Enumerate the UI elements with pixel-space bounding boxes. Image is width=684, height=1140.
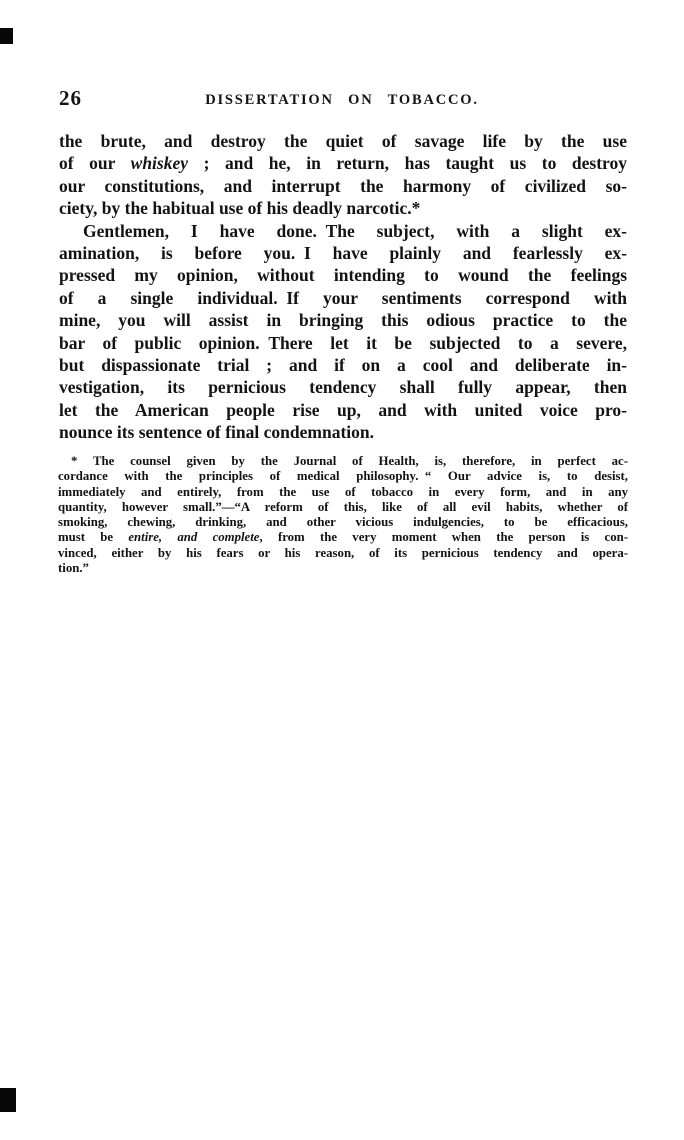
text-segment: quantity, however small.”—“A reform of this, like of all evil habits, whether of: [58, 499, 628, 514]
text-line: [59, 130, 627, 152]
text-line: [58, 530, 628, 545]
text-segment: amination, is before you. I have plainly and fearlessly ex-: [59, 243, 627, 264]
text-segment: vestigation, its pernicious tendency shall fully appear, then: [59, 377, 627, 398]
text-segment: must be: [58, 530, 129, 545]
text-line: [59, 220, 627, 242]
text-segment: vinced, either by his fears or his reason, of its pernicious tendency and opera-: [58, 545, 628, 560]
text-line: [59, 376, 627, 398]
text-line: [59, 264, 627, 286]
text-segment: immediately and entirely, from the use of tobacco in every form, and in any: [58, 484, 628, 499]
footnote: [58, 454, 628, 576]
text-line: [59, 421, 627, 443]
text-segment: our constitutions, and interrupt the harmony of civilized so-: [59, 175, 627, 196]
text-line: [58, 546, 628, 561]
running-title: DISSERTATION ON TOBACCO.: [205, 92, 479, 108]
paragraph-closing: [59, 220, 627, 444]
text-segment: of our: [59, 153, 131, 174]
text-line: [58, 469, 628, 484]
text-segment: pressed my opinion, without intending to wound the feelings: [59, 265, 627, 286]
text-line: [58, 485, 628, 500]
page-header: [0, 86, 684, 116]
text-segment: mine, you will assist in bringing this odious practice to the: [59, 310, 627, 331]
page-number: 26: [59, 86, 82, 110]
text-segment: * The counsel given by the Journal of Health, is, therefore, in perfect ac-: [71, 454, 628, 468]
text-line: [59, 399, 627, 421]
text-line: [59, 242, 627, 264]
text-segment: let the American people rise up, and with united voice pro-: [59, 399, 627, 420]
text-line: [59, 175, 627, 197]
text-segment: , from the very moment when the person is con-: [259, 530, 629, 545]
text-segment: Gentlemen, I have done. The subject, with a slight ex-: [83, 220, 627, 241]
text-segment: smoking, chewing, drinking, and other vicious indulgencies, to be efficacious,: [58, 515, 628, 530]
text-line: [58, 515, 628, 530]
italic-text: entire, and complete: [128, 530, 260, 545]
text-line: [58, 454, 628, 469]
text-segment: ; and he, in return, has taught us to destroy: [188, 153, 627, 174]
text-line: [59, 287, 627, 309]
text-line: [59, 332, 627, 354]
text-segment: but dispassionate trial ; and if on a cool and deliberate in-: [59, 355, 627, 376]
text-segment: the brute, and destroy the quiet of savage life by the use: [59, 131, 627, 151]
scan-artifact-top-left: [0, 28, 13, 44]
body-text: [59, 130, 627, 444]
scan-artifact-bottom-left: [0, 1088, 16, 1112]
text-segment: of a single individual. If your sentiments correspond with: [59, 287, 627, 308]
text-segment: ciety, by the habitual use of his deadly narcotic.*: [59, 198, 421, 219]
text-line: [59, 197, 627, 219]
italic-text: whiskey: [130, 153, 189, 174]
text-segment: tion.”: [58, 561, 89, 576]
text-line: [59, 152, 627, 174]
text-line: [58, 500, 628, 515]
paragraph-continuation: [59, 130, 627, 220]
text-segment: cordance with the principles of medical philosophy. “ Our advice is, to desist,: [58, 469, 628, 484]
text-segment: nounce its sentence of final condemnation.: [59, 422, 374, 443]
text-line: [58, 561, 628, 576]
text-segment: bar of public opinion. There let it be subjected to a severe,: [59, 332, 627, 353]
text-line: [59, 309, 627, 331]
text-line: [59, 354, 627, 376]
